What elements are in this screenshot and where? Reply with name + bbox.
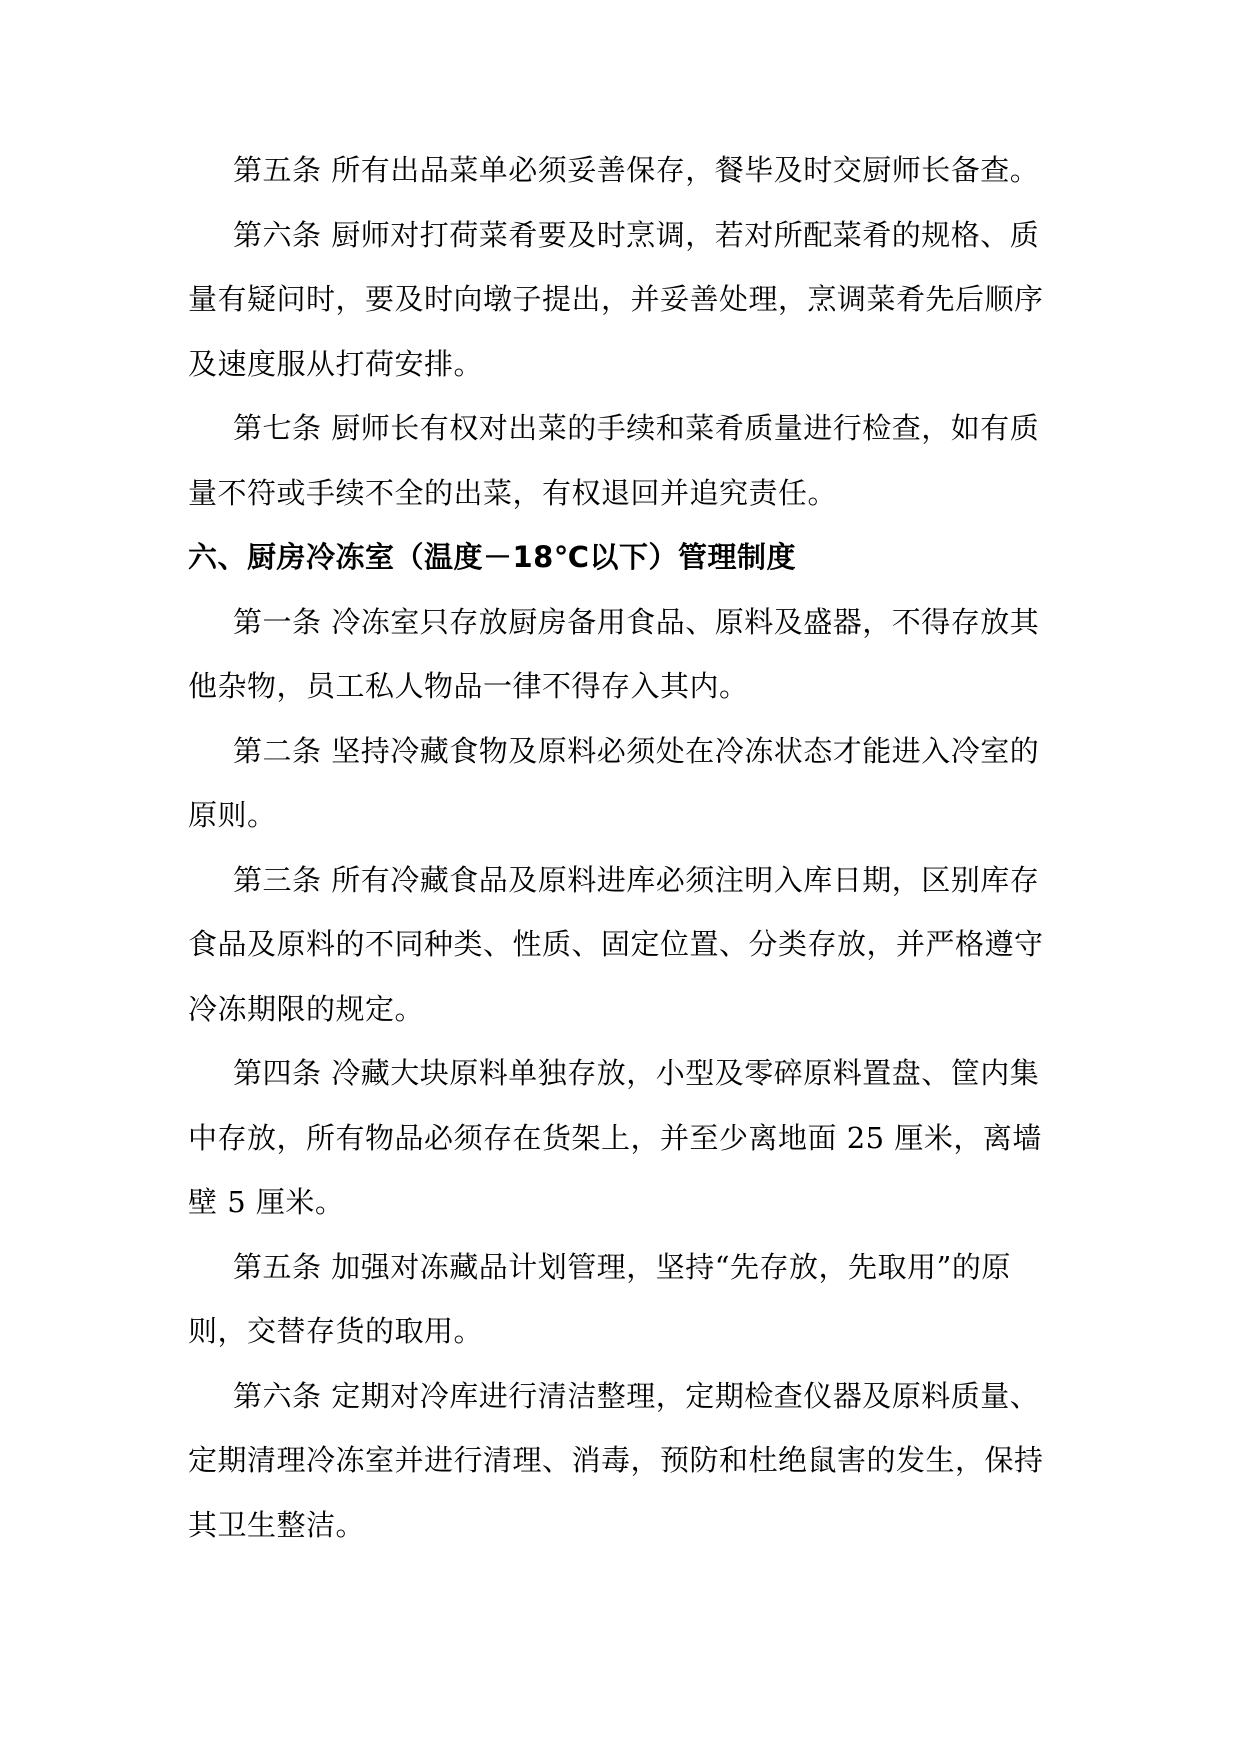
- section-heading-freezer-rules: 六、厨房冷冻室（温度－18℃以下）管理制度: [188, 540, 796, 574]
- article-5-menu-storage: 第五条 所有出品菜单必须妥善保存，餐毕及时交厨师长备查。: [233, 153, 1040, 187]
- freezer-article-2: 第二条 坚持冷藏食物及原料必须处在冷冻状态才能进入冷室的原则。: [188, 733, 1040, 832]
- freezer-article-1: 第一条 冷冻室只存放厨房备用食品、原料及盛器，不得存放其他杂物，员工私人物品一律不得存入其内。: [188, 604, 1040, 703]
- freezer-article-5: 第五条 加强对冻藏品计划管理，坚持“先存放，先取用”的原则，交替存货的取用。: [188, 1249, 1011, 1348]
- freezer-article-6: 第六条 定期对冷库进行清洁整理，定期检查仪器及原料质量、定期清理冷冻室并进行清理、消毒，预防和杜绝鼠害的发生，保持其卫生整洁。: [188, 1378, 1044, 1542]
- freezer-article-4: 第四条 冷藏大块原料单独存放，小型及零碎原料置盘、筐内集中存放，所有物品必须存在货架上，并至少离地面 25 厘米，离墙壁 5 厘米。: [188, 1056, 1042, 1219]
- article-6-cook-duties: 第六条 厨师对打荷菜肴要及时烹调，若对所配菜肴的规格、质量有疑问时，要及时向墩子提出，并妥善处理，烹调菜肴先后顺序及速度服从打荷安排。: [188, 217, 1044, 381]
- freezer-article-3: 第三条 所有冷藏食品及原料进库必须注明入库日期，区别库存食品及原料的不同种类、性质、固定位置、分类存放，并严格遵守冷冻期限的规定。: [188, 862, 1044, 1026]
- document-page: [188, 138, 1058, 1557]
- article-7-head-chef-inspection: 第七条 厨师长有权对出菜的手续和菜肴质量进行检查，如有质量不符或手续不全的出菜，有权退回并追究责任。: [188, 411, 1040, 510]
